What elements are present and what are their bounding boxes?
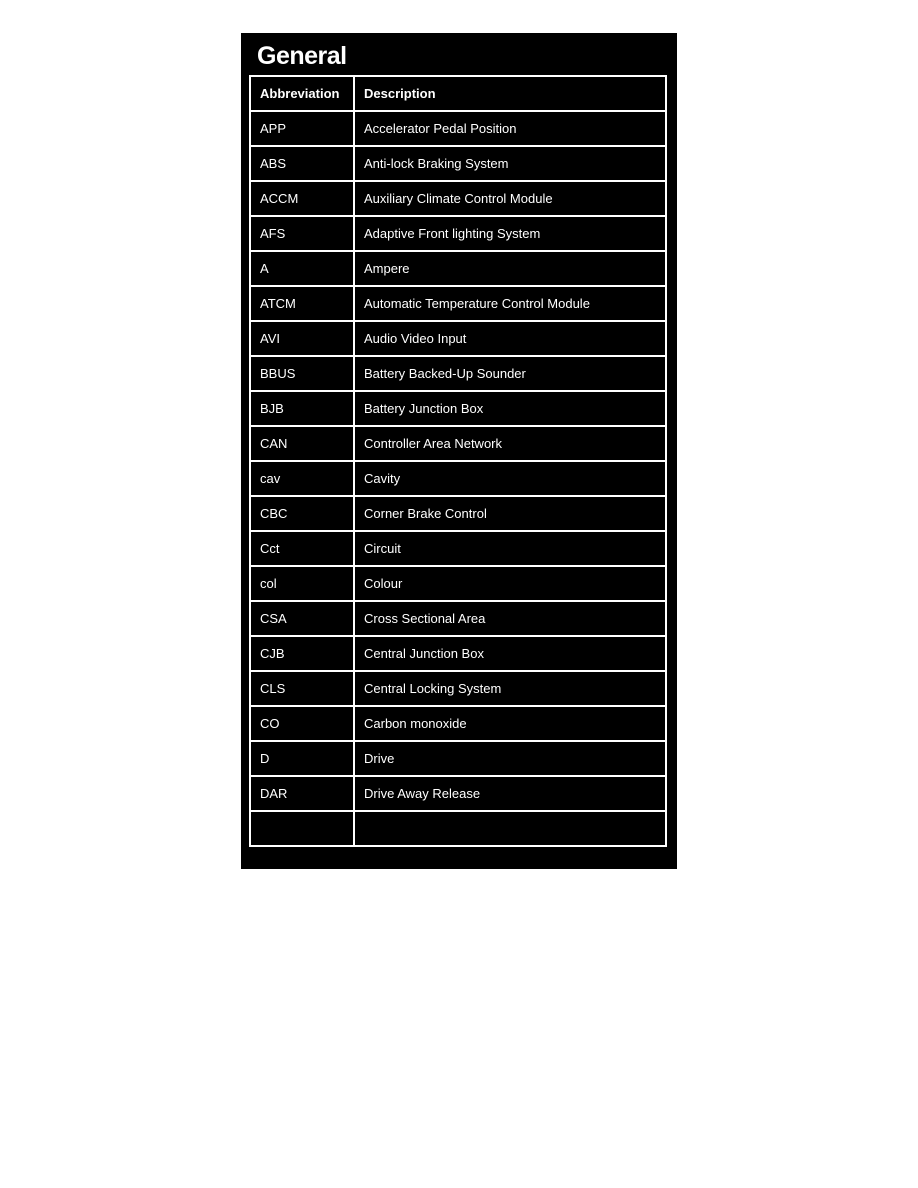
description-cell: Drive Away Release [354, 776, 666, 811]
column-header-abbreviation: Abbreviation [250, 76, 354, 111]
table-row [250, 741, 666, 776]
table-row [250, 111, 666, 146]
description-cell: Corner Brake Control [354, 496, 666, 531]
abbreviation-cell: CO [250, 706, 354, 741]
description-cell: Circuit [354, 531, 666, 566]
description-cell: Colour [354, 566, 666, 601]
description-cell: Auxiliary Climate Control Module [354, 181, 666, 216]
description-cell: Accelerator Pedal Position [354, 111, 666, 146]
abbreviation-cell: ATCM [250, 286, 354, 321]
abbreviation-cell: AVI [250, 321, 354, 356]
description-cell: Central Junction Box [354, 636, 666, 671]
abbreviation-cell [250, 811, 354, 846]
abbreviation-table [249, 75, 667, 847]
description-cell: Cavity [354, 461, 666, 496]
abbreviation-panel [241, 33, 677, 869]
description-cell: Battery Junction Box [354, 391, 666, 426]
description-cell: Audio Video Input [354, 321, 666, 356]
table-row [250, 461, 666, 496]
table-row [250, 671, 666, 706]
table-row [250, 706, 666, 741]
description-cell [354, 811, 666, 846]
description-cell: Controller Area Network [354, 426, 666, 461]
table-row [250, 286, 666, 321]
table-row [250, 391, 666, 426]
description-cell: Drive [354, 741, 666, 776]
description-cell: Anti-lock Braking System [354, 146, 666, 181]
abbreviation-cell: CJB [250, 636, 354, 671]
description-cell: Carbon monoxide [354, 706, 666, 741]
abbreviation-cell: col [250, 566, 354, 601]
table-row [250, 636, 666, 671]
abbreviation-cell: DAR [250, 776, 354, 811]
description-cell: Cross Sectional Area [354, 601, 666, 636]
abbreviation-cell: CAN [250, 426, 354, 461]
section-title: General [257, 42, 347, 70]
table-row [250, 321, 666, 356]
table-row [250, 776, 666, 811]
table-row [250, 181, 666, 216]
abbreviation-cell: ACCM [250, 181, 354, 216]
column-header-description: Description [354, 76, 666, 111]
table-row [250, 356, 666, 391]
description-cell: Ampere [354, 251, 666, 286]
abbreviation-cell: Cct [250, 531, 354, 566]
table-row [250, 426, 666, 461]
table-row [250, 531, 666, 566]
table-body [250, 111, 666, 846]
abbreviation-cell: AFS [250, 216, 354, 251]
table-row [250, 216, 666, 251]
abbreviation-cell: BJB [250, 391, 354, 426]
abbreviation-cell: APP [250, 111, 354, 146]
abbreviation-cell: CLS [250, 671, 354, 706]
table-row [250, 496, 666, 531]
abbreviation-cell: cav [250, 461, 354, 496]
description-cell: Battery Backed-Up Sounder [354, 356, 666, 391]
table-row [250, 251, 666, 286]
table-row [250, 811, 666, 846]
table-row [250, 601, 666, 636]
abbreviation-cell: CSA [250, 601, 354, 636]
abbreviation-cell: D [250, 741, 354, 776]
description-cell: Automatic Temperature Control Module [354, 286, 666, 321]
abbreviation-cell: BBUS [250, 356, 354, 391]
abbreviation-cell: ABS [250, 146, 354, 181]
description-cell: Adaptive Front lighting System [354, 216, 666, 251]
table-row [250, 566, 666, 601]
description-cell: Central Locking System [354, 671, 666, 706]
table-header-row [250, 76, 666, 111]
abbreviation-cell: A [250, 251, 354, 286]
table-row [250, 146, 666, 181]
abbreviation-cell: CBC [250, 496, 354, 531]
